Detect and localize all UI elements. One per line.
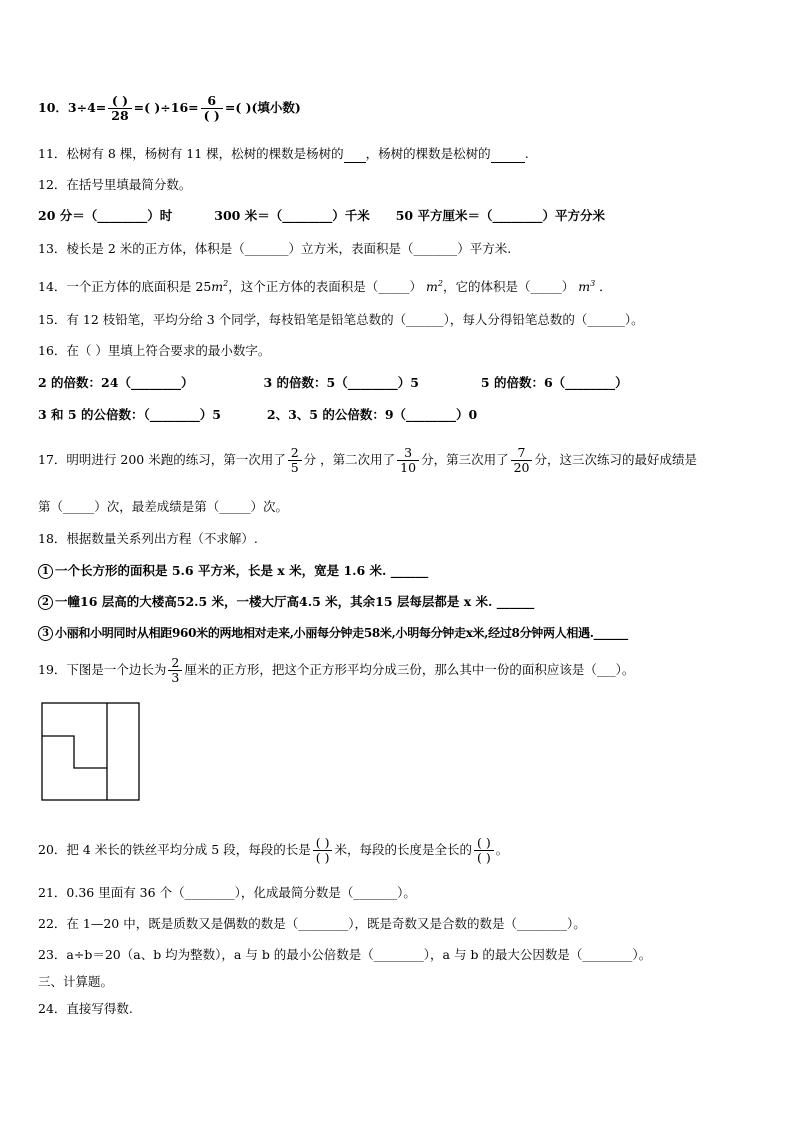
q14-text-d: ． [599,279,612,295]
question-12 [38,177,191,193]
q16-item-a: 2 的倍数：24（________） [38,375,194,390]
q17-fraction-3: $\frac{7}{20}$ [511,446,533,475]
question-16-row-2 [38,407,477,423]
q10-text-c: =( )(填小数) [224,100,301,115]
q17-text-a: 17．明明进行 200 米跑的练习，第一次用了 [38,452,286,467]
q11-blank-1[interactable] [344,146,366,163]
q12-item-b: 300 米＝（________）千米 [214,208,370,223]
q16-item-b: 3 的倍数：5（________）5 [263,375,419,390]
question-23 [38,947,651,963]
q17-fraction-2: $\frac{3}{10}$ [397,446,419,475]
question-21 [38,885,416,901]
q14-text-c: ，它的体积是（_____） [442,279,575,295]
q19-text-a: 19．下图是一个边长为 [38,662,167,677]
q18-text: 18．根据数量关系列出方程（不求解）. [38,531,258,546]
section-heading-3 [38,974,113,990]
q10-fraction-2 [201,94,223,123]
question-24 [38,1001,133,1017]
q20-text-c: 。 [495,842,509,857]
q10-f1-num: ( ) [108,94,131,109]
question-17 [38,446,697,475]
question-15 [38,312,644,328]
q18a-text: 一个长方形的面积是 5.6 平方米，长是 x 米，宽是 1.6 米. ______ [55,563,429,578]
q17-text-c: 分，第三次用了 [421,452,509,467]
q16-item-c: 5 的倍数：6（________） [480,375,628,390]
circled-number-3: 3 [38,626,53,641]
q23-text: 23．a÷b＝20（a、b 均为整数），a 与 b 的最小公倍数是（________），a 与 b 的最大公因数是（________）。 [38,947,652,962]
question-16-row-1 [38,375,628,391]
q15-text: 15．有 12 枝铅笔，平均分给 3 个同学，每枝铅笔是铅笔总数的（______），每人分得铅笔总数的（______）。 [38,312,644,327]
circled-number-2: 2 [38,595,53,610]
question-19 [38,656,634,685]
q11-blank-2[interactable] [491,146,525,163]
q11-text-a: 11．松树有 8 棵，杨树有 11 棵，松树的棵数是杨树的 [38,146,344,161]
q11-text-b: ，杨树的棵数是松树的 [365,146,491,161]
question-22 [38,916,586,932]
q10-text-b: =( )÷16= [133,100,199,115]
q19-text-b: 厘米的正方形，把这个正方形平均分成三份，那么其中一份的面积应该是（___）。 [184,662,635,677]
q22-text: 22．在 1—20 中，既是质数又是偶数的数是（________），既是奇数又是合数的数是（________）。 [38,916,586,931]
q14-text-b: ，这个正方体的表面积是（_____） [228,279,423,295]
question-18-a [38,563,428,579]
q14-unit-m3: $m^3$ [578,279,596,295]
q20-fraction-1: $\frac{( )}{( )}$ [313,836,333,865]
q20-text-b: 米，每段的长度是全长的 [334,842,472,857]
q10-fraction-1 [108,94,131,123]
q10-f2-num: 6 [201,94,223,109]
question-13 [38,241,511,257]
q20-text-a: 20．把 4 米长的铁丝平均分成 5 段，每段的长是 [38,842,311,857]
q17-fraction-1: $\frac{2}{5}$ [288,446,302,475]
q17-text-b: 分 ，第二次用了 [303,452,396,467]
q10-text-a: 10．3÷4= [38,100,107,115]
q16-item-d: 3 和 5 的公倍数：（________）5 [38,407,221,422]
question-18-b [38,594,534,610]
question-17-cont [38,499,288,515]
q13-text: 13．棱长是 2 米的正方体，体积是（_______）立方米，表面积是（_______）平方米. [38,241,512,256]
question-11 [38,146,529,163]
question-18-c [38,625,628,641]
question-10 [38,94,301,123]
square-division-figure [41,702,141,802]
q18b-text: 一幢16 层高的大楼高52.5 米，一楼大厅高4.5 米，其余15 层每层都是 x 米. ______ [55,594,535,609]
question-12-row [38,208,605,224]
q14-text-a: 14．一个正方体的底面积是 25 [38,279,212,295]
q17-text-d: 分，这三次练习的最好成绩是 [534,452,697,467]
question-18 [38,531,258,547]
question-14 [38,276,612,295]
q21-text: 21．0.36 里面有 36 个（________），化成最简分数是（_______）。 [38,885,416,900]
q24-text: 24．直接写得数. [38,1001,133,1016]
q16-item-e: 2、3、5 的公倍数：9（________）0 [266,407,478,422]
q12-item-c: 50 平方厘米＝（________）平方分米 [395,208,605,223]
q19-fraction: $\frac{2}{3}$ [168,656,182,685]
q18c-text: 小丽和小明同时从相距960米的两地相对走来,小丽每分钟走58米,小明每分钟走x米,经过8分钟两人相遇.______ [55,626,628,640]
question-20 [38,836,508,865]
q11-text-c: . [524,146,529,161]
circled-number-1: 1 [38,564,53,579]
q16-text: 16．在（ ）里填上符合要求的最小数字。 [38,343,271,358]
section-3-text: 三、计算题。 [38,974,114,989]
q14-unit-m2-a: $m^2$ [211,279,229,295]
q12-item-a: 20 分＝（________）时 [38,208,173,223]
q17-text-cont: 第（_____）次，最差成绩是第（_____）次。 [38,499,289,514]
q14-unit-m2-b: $m^2$ [426,279,443,295]
q20-fraction-2: $\frac{( )}{( )}$ [474,836,494,865]
q10-f2-den: ( ) [203,108,220,123]
q10-f1-den: 28 [111,108,129,123]
question-16 [38,343,270,359]
q12-text: 12．在括号里填最简分数。 [38,177,192,192]
